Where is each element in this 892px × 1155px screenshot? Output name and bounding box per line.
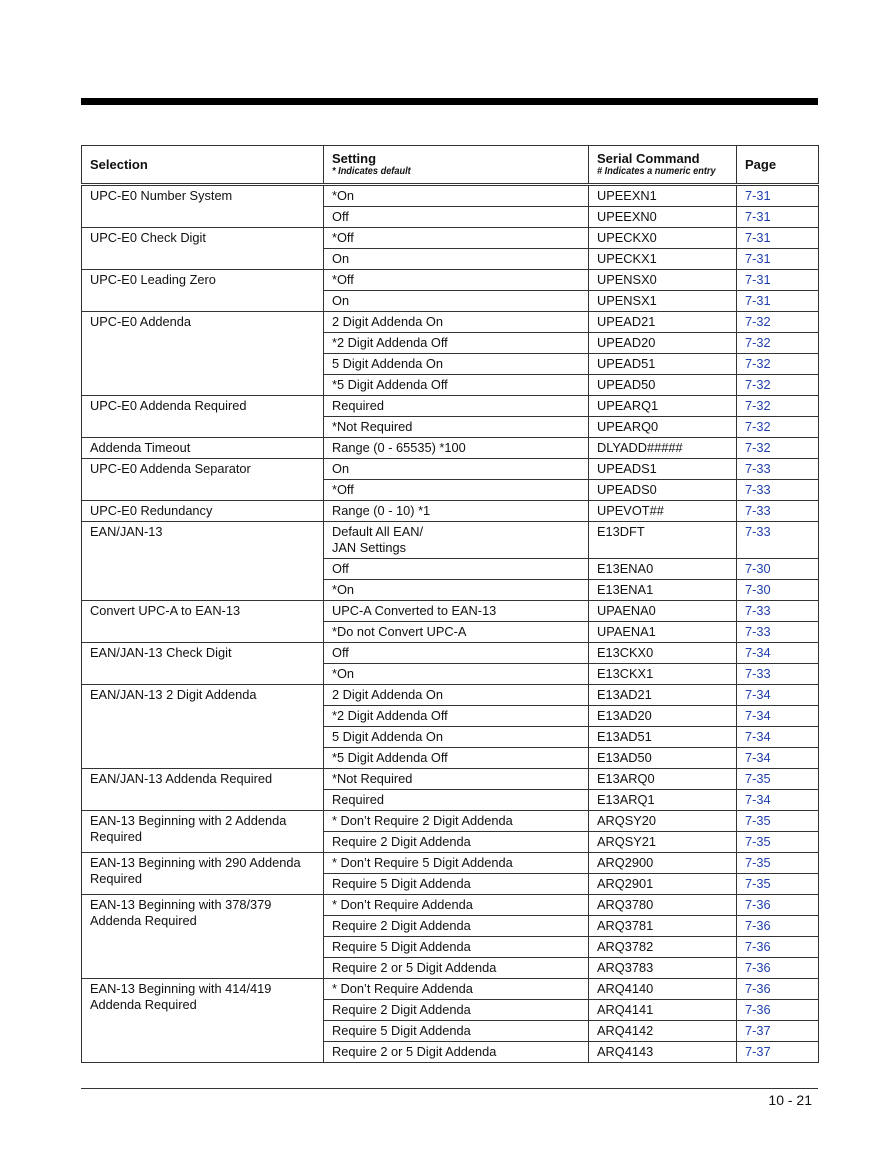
table-row xyxy=(82,312,819,333)
serial-command-cell: UPEARQ0 xyxy=(589,417,737,438)
setting-cell: 2 Digit Addenda On xyxy=(324,312,589,333)
page-link[interactable]: 7-33 xyxy=(737,601,819,622)
serial-command-cell: ARQSY20 xyxy=(589,811,737,832)
serial-command-table xyxy=(81,145,819,1063)
selection-cell: UPC-E0 Addenda xyxy=(82,312,324,396)
setting-cell: *On xyxy=(324,185,589,207)
page-link[interactable]: 7-35 xyxy=(737,874,819,895)
page-link[interactable]: 7-36 xyxy=(737,958,819,979)
selection-cell: EAN/JAN-13 2 Digit Addenda xyxy=(82,685,324,769)
setting-cell: * Don’t Require 5 Digit Addenda xyxy=(324,853,589,874)
page-link[interactable]: 7-30 xyxy=(737,559,819,580)
serial-command-cell: DLYADD##### xyxy=(589,438,737,459)
serial-command-cell: UPEAD21 xyxy=(589,312,737,333)
serial-command-cell: UPEAD20 xyxy=(589,333,737,354)
setting-cell: *On xyxy=(324,580,589,601)
serial-command-header: Serial Command # Indicates a numeric entry xyxy=(589,146,737,185)
serial-command-cell: UPEEXN1 xyxy=(589,185,737,207)
setting-cell: Require 2 or 5 Digit Addenda xyxy=(324,958,589,979)
serial-command-cell: E13CKX0 xyxy=(589,643,737,664)
page-link[interactable]: 7-34 xyxy=(737,685,819,706)
serial-command-cell: UPAENA0 xyxy=(589,601,737,622)
table-row xyxy=(82,185,819,207)
setting-cell: Range (0 - 65535) *100 xyxy=(324,438,589,459)
setting-cell: UPC-A Converted to EAN-13 xyxy=(324,601,589,622)
setting-cell: Require 5 Digit Addenda xyxy=(324,1021,589,1042)
page-link[interactable]: 7-32 xyxy=(737,396,819,417)
page-link[interactable]: 7-31 xyxy=(737,291,819,312)
page-link[interactable]: 7-33 xyxy=(737,480,819,501)
selection-cell: EAN-13 Beginning with 290 Addenda Required xyxy=(82,853,324,895)
setting-cell: 5 Digit Addenda On xyxy=(324,727,589,748)
page-link[interactable]: 7-33 xyxy=(737,664,819,685)
page-link[interactable]: 7-30 xyxy=(737,580,819,601)
setting-cell: Off xyxy=(324,559,589,580)
table-row xyxy=(82,522,819,559)
setting-cell: * Don’t Require Addenda xyxy=(324,979,589,1000)
selection-header: Selection xyxy=(82,146,324,185)
serial-command-cell: UPENSX0 xyxy=(589,270,737,291)
serial-command-cell: E13ARQ0 xyxy=(589,769,737,790)
serial-command-cell: UPAENA1 xyxy=(589,622,737,643)
page-link[interactable]: 7-34 xyxy=(737,706,819,727)
serial-command-cell: UPEAD50 xyxy=(589,375,737,396)
serial-command-cell: UPEAD51 xyxy=(589,354,737,375)
selection-cell: EAN/JAN-13 Addenda Required xyxy=(82,769,324,811)
page-link[interactable]: 7-36 xyxy=(737,1000,819,1021)
setting-cell: 2 Digit Addenda On xyxy=(324,685,589,706)
page-link[interactable]: 7-35 xyxy=(737,769,819,790)
footer-rule xyxy=(81,1088,818,1089)
page-link[interactable]: 7-32 xyxy=(737,417,819,438)
table-row xyxy=(82,270,819,291)
table-row xyxy=(82,895,819,916)
page-number: 10 - 21 xyxy=(768,1092,812,1108)
page-link[interactable]: 7-35 xyxy=(737,832,819,853)
setting-cell: On xyxy=(324,459,589,480)
table-body xyxy=(82,185,819,1063)
serial-command-cell: E13DFT xyxy=(589,522,737,559)
serial-command-cell: E13AD51 xyxy=(589,727,737,748)
selection-cell: UPC-E0 Redundancy xyxy=(82,501,324,522)
serial-command-cell: ARQ3782 xyxy=(589,937,737,958)
setting-cell: *5 Digit Addenda Off xyxy=(324,375,589,396)
setting-cell: *Off xyxy=(324,228,589,249)
setting-cell: Required xyxy=(324,396,589,417)
table-row xyxy=(82,396,819,417)
page-link[interactable]: 7-36 xyxy=(737,895,819,916)
setting-default-note: * Indicates default xyxy=(332,166,411,177)
setting-cell: Off xyxy=(324,643,589,664)
selection-cell: UPC-E0 Leading Zero xyxy=(82,270,324,312)
table-row xyxy=(82,601,819,622)
setting-header: Setting * Indicates default xyxy=(324,146,589,185)
page-link[interactable]: 7-33 xyxy=(737,622,819,643)
page-link[interactable]: 7-36 xyxy=(737,937,819,958)
setting-cell: *Off xyxy=(324,270,589,291)
setting-cell: *Not Required xyxy=(324,769,589,790)
serial-command-cell: ARQ2900 xyxy=(589,853,737,874)
table-row xyxy=(82,979,819,1000)
serial-command-cell: ARQ4143 xyxy=(589,1042,737,1063)
setting-cell: Off xyxy=(324,207,589,228)
serial-command-cell: UPEADS1 xyxy=(589,459,737,480)
setting-cell: *2 Digit Addenda Off xyxy=(324,706,589,727)
serial-command-cell: E13CKX1 xyxy=(589,664,737,685)
page-link[interactable]: 7-35 xyxy=(737,853,819,874)
page-link[interactable]: 7-33 xyxy=(737,501,819,522)
setting-cell: *On xyxy=(324,664,589,685)
page-link[interactable]: 7-35 xyxy=(737,811,819,832)
setting-cell: Default All EAN/ JAN Settings xyxy=(324,522,589,559)
table-row xyxy=(82,501,819,522)
serial-command-cell: E13AD21 xyxy=(589,685,737,706)
table-row xyxy=(82,228,819,249)
setting-cell: Require 2 Digit Addenda xyxy=(324,916,589,937)
page-link[interactable]: 7-31 xyxy=(737,270,819,291)
setting-cell: Required xyxy=(324,790,589,811)
setting-cell: *5 Digit Addenda Off xyxy=(324,748,589,769)
serial-command-cell: UPEEXN0 xyxy=(589,207,737,228)
serial-command-cell: UPENSX1 xyxy=(589,291,737,312)
serial-command-cell: UPEARQ1 xyxy=(589,396,737,417)
page-link[interactable]: 7-31 xyxy=(737,249,819,270)
page-link[interactable]: 7-32 xyxy=(737,438,819,459)
selection-cell: Convert UPC-A to EAN-13 xyxy=(82,601,324,643)
setting-cell: Require 5 Digit Addenda xyxy=(324,937,589,958)
page-link[interactable]: 7-34 xyxy=(737,727,819,748)
page-link[interactable]: 7-37 xyxy=(737,1021,819,1042)
selection-cell: EAN-13 Beginning with 378/379 Addenda Required xyxy=(82,895,324,979)
selection-cell: Addenda Timeout xyxy=(82,438,324,459)
page-link[interactable]: 7-32 xyxy=(737,354,819,375)
serial-command-cell: E13AD50 xyxy=(589,748,737,769)
selection-cell: EAN/JAN-13 Check Digit xyxy=(82,643,324,685)
header-rule xyxy=(81,98,818,105)
setting-cell: Require 2 or 5 Digit Addenda xyxy=(324,1042,589,1063)
table-row xyxy=(82,438,819,459)
setting-cell: 5 Digit Addenda On xyxy=(324,354,589,375)
serial-command-cell: UPECKX1 xyxy=(589,249,737,270)
page-link[interactable]: 7-34 xyxy=(737,748,819,769)
serial-command-cell: ARQSY21 xyxy=(589,832,737,853)
page-link[interactable]: 7-34 xyxy=(737,790,819,811)
setting-cell: * Don’t Require 2 Digit Addenda xyxy=(324,811,589,832)
table-row xyxy=(82,811,819,832)
serial-command-cell: ARQ3781 xyxy=(589,916,737,937)
selection-cell: UPC-E0 Addenda Required xyxy=(82,396,324,438)
serial-numeric-note: # Indicates a numeric entry xyxy=(597,166,716,177)
page-link[interactable]: 7-32 xyxy=(737,333,819,354)
serial-command-cell: E13ENA0 xyxy=(589,559,737,580)
table-row xyxy=(82,459,819,480)
page-link[interactable]: 7-33 xyxy=(737,459,819,480)
table-header-row xyxy=(82,146,819,185)
selection-cell: EAN-13 Beginning with 414/419 Addenda Required xyxy=(82,979,324,1063)
serial-command-cell: UPECKX0 xyxy=(589,228,737,249)
page-header: Page xyxy=(737,146,819,185)
selection-cell: UPC-E0 Number System xyxy=(82,185,324,228)
page-link[interactable]: 7-37 xyxy=(737,1042,819,1063)
setting-cell: *Not Required xyxy=(324,417,589,438)
page-link[interactable]: 7-36 xyxy=(737,979,819,1000)
serial-command-cell: ARQ3780 xyxy=(589,895,737,916)
selection-cell: EAN-13 Beginning with 2 Addenda Required xyxy=(82,811,324,853)
serial-command-cell: ARQ3783 xyxy=(589,958,737,979)
selection-cell: UPC-E0 Addenda Separator xyxy=(82,459,324,501)
serial-command-cell: E13AD20 xyxy=(589,706,737,727)
setting-cell: *2 Digit Addenda Off xyxy=(324,333,589,354)
serial-command-cell: ARQ4142 xyxy=(589,1021,737,1042)
selection-cell: EAN/JAN-13 xyxy=(82,522,324,601)
serial-command-cell: E13ARQ1 xyxy=(589,790,737,811)
serial-command-cell: ARQ4140 xyxy=(589,979,737,1000)
page-link[interactable]: 7-32 xyxy=(737,375,819,396)
serial-command-cell: UPEADS0 xyxy=(589,480,737,501)
serial-command-cell: E13ENA1 xyxy=(589,580,737,601)
page-link[interactable]: 7-36 xyxy=(737,916,819,937)
setting-cell: On xyxy=(324,291,589,312)
page-link[interactable]: 7-31 xyxy=(737,185,819,207)
selection-cell: UPC-E0 Check Digit xyxy=(82,228,324,270)
setting-cell: *Off xyxy=(324,480,589,501)
page-link[interactable]: 7-31 xyxy=(737,207,819,228)
serial-command-cell: UPEVOT## xyxy=(589,501,737,522)
setting-cell: On xyxy=(324,249,589,270)
page-link[interactable]: 7-33 xyxy=(737,522,819,559)
table-row xyxy=(82,769,819,790)
setting-cell: Require 2 Digit Addenda xyxy=(324,832,589,853)
setting-cell: Require 2 Digit Addenda xyxy=(324,1000,589,1021)
table-row xyxy=(82,643,819,664)
setting-cell: * Don’t Require Addenda xyxy=(324,895,589,916)
serial-command-cell: ARQ4141 xyxy=(589,1000,737,1021)
table-row xyxy=(82,685,819,706)
serial-command-cell: ARQ2901 xyxy=(589,874,737,895)
setting-cell: Range (0 - 10) *1 xyxy=(324,501,589,522)
page-link[interactable]: 7-34 xyxy=(737,643,819,664)
setting-cell: *Do not Convert UPC-A xyxy=(324,622,589,643)
table-row xyxy=(82,853,819,874)
page-link[interactable]: 7-32 xyxy=(737,312,819,333)
setting-cell: Require 5 Digit Addenda xyxy=(324,874,589,895)
page-link[interactable]: 7-31 xyxy=(737,228,819,249)
